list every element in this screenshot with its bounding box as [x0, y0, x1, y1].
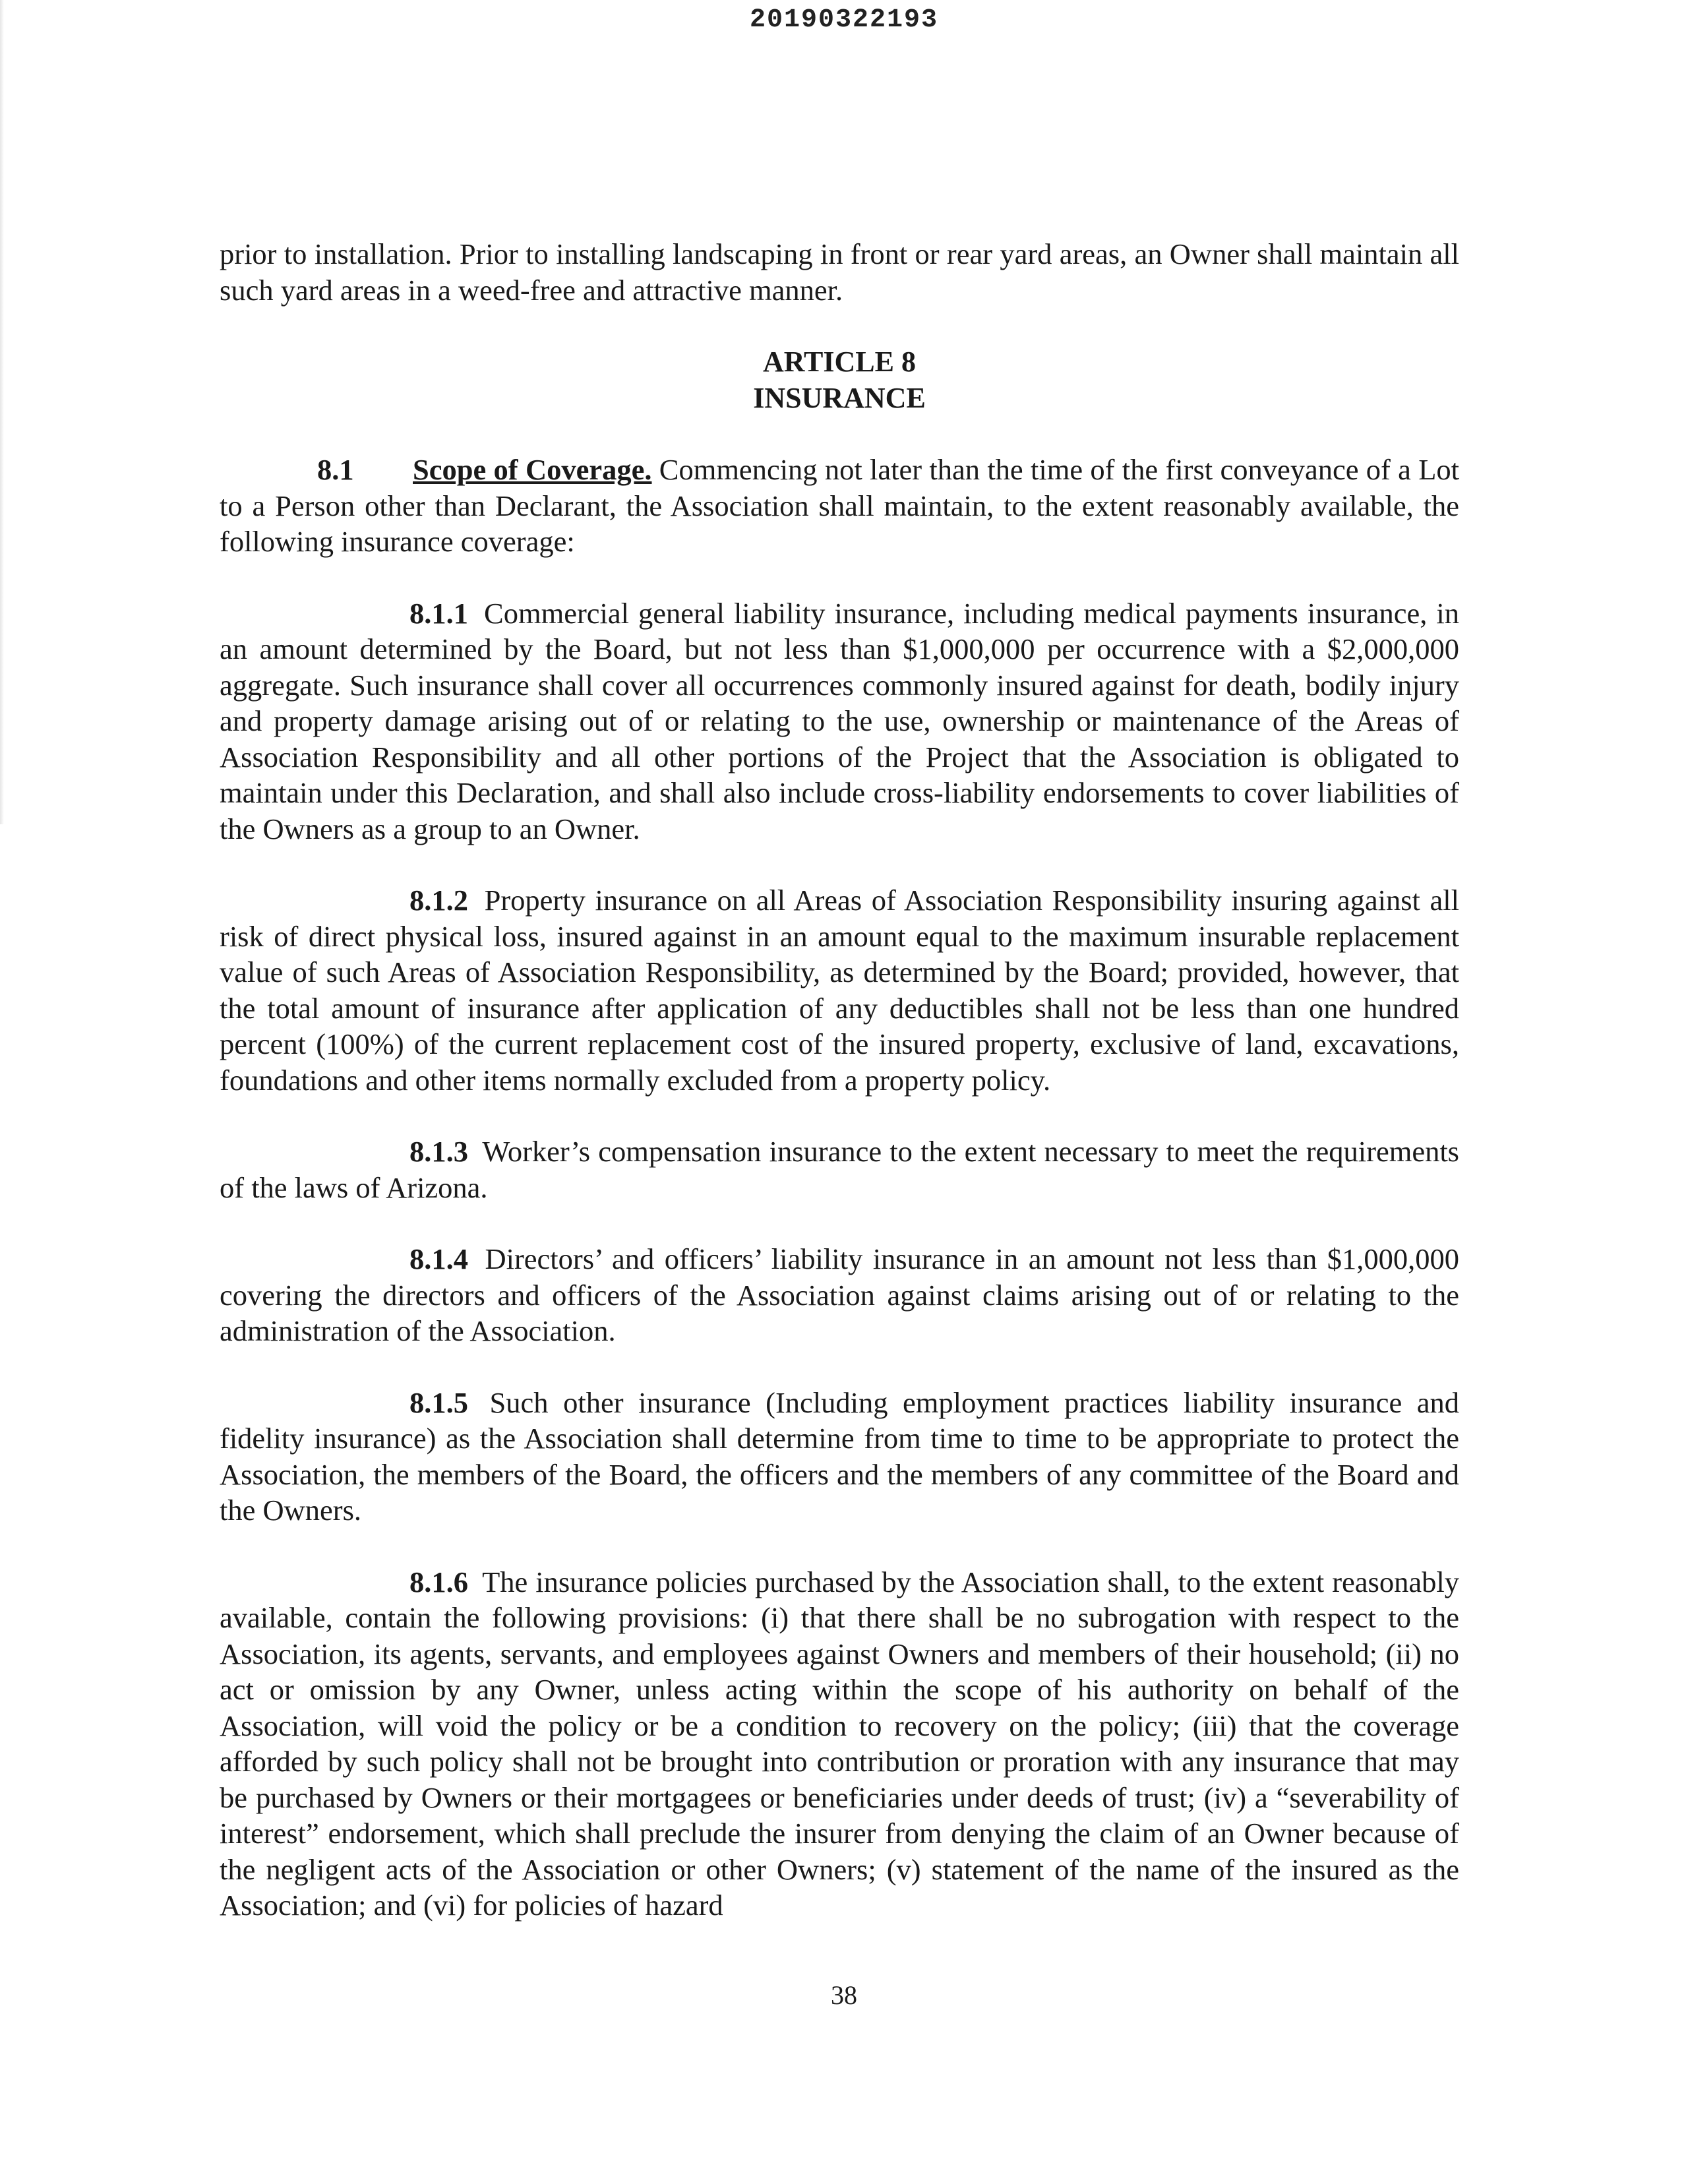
section-8-1 — [220, 452, 1459, 560]
subsection-number: 8.1.2 — [409, 884, 468, 917]
section-number: 8.1 — [317, 453, 354, 486]
subsection-8-1-2 — [220, 882, 1459, 1098]
recording-number: 20190322193 — [749, 5, 939, 35]
page-number: 38 — [831, 1980, 857, 2010]
subsection-number: 8.1.5 — [409, 1385, 468, 1419]
subsection-text: Worker’s compensation insurance to the extent necessary to meet the requirements of the laws of Arizona. — [220, 1135, 1460, 1204]
subsection-8-1-6 — [220, 1564, 1459, 1924]
subsection-number: 8.1.3 — [409, 1135, 468, 1168]
intro-paragraph: prior to installation. Prior to installing landscaping in front or rear yard areas, an Owner shall maintain all such yard areas in a weed-free and attractive manner. — [220, 237, 1459, 307]
subsection-8-1-4 — [220, 1241, 1459, 1349]
subsection-8-1-3 — [220, 1134, 1459, 1205]
subsection-text: Commercial general liability insurance, including medical payments insurance, in an amount determined by the Board, but not less than $1,000,000 per occurrence with a $2,000,000 aggregate. Such insurance shall cover all occurrences commonly insured against for death, bodily injury and property damage arising out of or relating to the use, ownership or maintenance of the Areas of Association Responsibility and all other portions of the Project that the Association is obligated to maintain under this Declaration, and shall also include cross-liability endorsements to cover liabilities of the Owners as a group to an Owner. — [220, 596, 1460, 845]
subsection-8-1-5 — [220, 1385, 1459, 1529]
article-title: INSURANCE — [753, 382, 926, 414]
subsection-text: Property insurance on all Areas of Association Responsibility insuring against all risk of direct physical loss, insured against in an amount equal to the maximum insurable replacement value of such Areas of Association Responsibility, as determined by the Board; provided, however, that the total amount of insurance after application of any deductibles shall not be less than one hundred percent (100%) of the current replacement cost of the insured property, exclusive of land, excavations, foundations and other items normally excluded from a property policy. — [220, 884, 1459, 1097]
subsection-number: 8.1.4 — [409, 1242, 468, 1275]
subsection-text: The insurance policies purchased by the Association shall, to the extent reasonably available, contain the following provisions: (i) that there shall be no subrogation with respect to the Association, its agents, servants, and employees against Owners and members of their household; (ii) no act or omission by any Owner, unless acting within the scope of his authority on behalf of the Association, will void the policy or be a condition to recovery on the policy; (iii) that the coverage afforded by such policy shall not be brought into contribution or proration with any insurance that may be purchased by Owners or their mortgagees or beneficiaries under deeds of trust; (iv) a “severability of interest” endorsement, which shall preclude the insurer from denying the claim of an Owner because of the negligent acts of the Association or other Owners; (v) statement of the name of the insured as the Association; and (vi) for policies of hazard — [220, 1565, 1459, 1922]
page-body — [220, 236, 1459, 1959]
section-text: Commencing not later than the time of the first conveyance of a Lot to a Person other than Declarant, the Association shall maintain, to the extent reasonably available, the following insurance coverage: — [220, 453, 1459, 558]
article-heading — [220, 344, 1459, 416]
article-label: ARTICLE 8 — [763, 346, 916, 378]
subsection-text: Such other insurance (Including employment practices liability insurance and fidelity insurance) as the Association shall determine from time to time to be appropriate to protect the Association, the members of the Board, the officers and the members of any committee of the Board and the Owners. — [220, 1385, 1459, 1527]
subsection-8-1-1 — [220, 595, 1459, 847]
subsection-number: 8.1.6 — [409, 1565, 468, 1598]
section-title: Scope of Coverage. — [413, 453, 652, 486]
subsection-text: Directors’ and officers’ liability insurance in an amount not less than $1,000,000 covering the directors and officers of the Association against claims arising out of or relating to the administration of the Association. — [220, 1242, 1460, 1347]
subsection-number: 8.1.1 — [409, 596, 468, 630]
scan-edge — [0, 0, 4, 824]
